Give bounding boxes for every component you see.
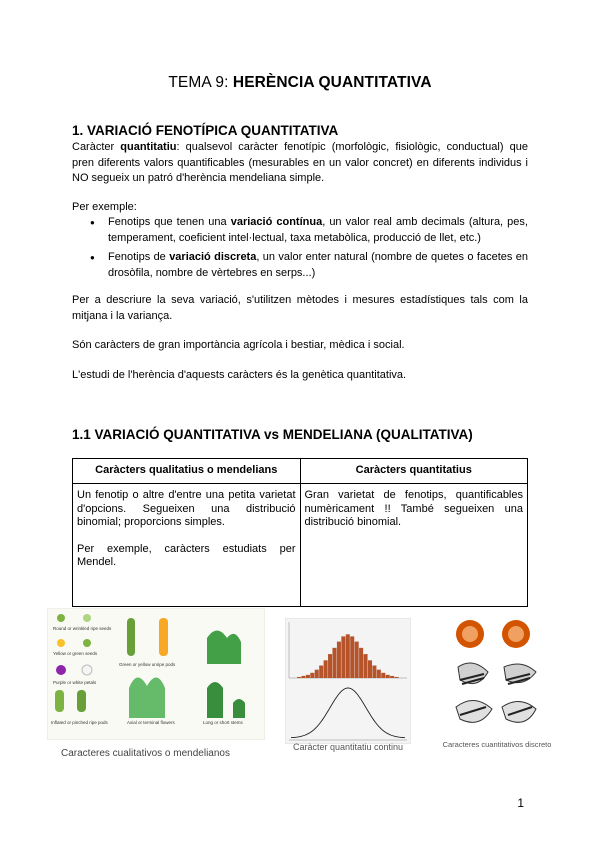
mendel-label: Long or short stems	[203, 720, 243, 725]
importance-paragraph: Són caràcters de gran importància agrícola i bestiar, mèdica i social.	[72, 339, 405, 351]
histogram-bar	[350, 636, 354, 678]
histogram-bar	[337, 642, 341, 678]
histogram-bar	[390, 676, 394, 678]
mendel-label: Axial or terminal flowers	[127, 720, 175, 725]
histogram-bar	[372, 666, 376, 678]
histogram-bar	[319, 666, 323, 678]
table-header-qualitative: Caràcters qualitatius o mendelians	[73, 459, 301, 484]
list-item: ● Fenotips de variació discreta, un valor enter natural (nombre de quetes o facetes en drosòfila, nombre de vèrtebres en serps...)	[72, 250, 528, 281]
histogram-bar	[395, 677, 399, 678]
table-header-row	[73, 459, 528, 484]
continuous-figure	[285, 618, 411, 744]
table-cell-qualitative: Un fenotip o altre d'entre una petita varietat d'opcions. Segueixen una distribució binomial; proporcions simples. Per exemple, caràcters estudiats per Mendel.	[73, 484, 301, 607]
discrete-figure	[448, 612, 546, 736]
histogram-bar	[386, 675, 390, 678]
list-item: ● Fenotips que tenen una variació contínua, un valor real amb decimals (altura, pes, temperament, coeficient intel·lectual, taxa metabòlica, producció de llet, etc.)	[72, 215, 528, 246]
definition-paragraph	[72, 140, 528, 187]
continuous-caption: Caràcter quantitatiu continu	[292, 742, 404, 752]
title-prefix: TEMA 9:	[168, 74, 233, 91]
histogram-bar	[381, 673, 385, 678]
histogram-chart	[285, 618, 411, 744]
histogram-bar	[355, 642, 359, 678]
page-title	[0, 74, 600, 92]
definition-post: : qualsevol caràcter fenotípic (morfològic, fisiològic, conductual) que pren diferents valors quantificables (mesurables en un valor concret) en diferents individus i NO segueix un patró d'herència mendeliana simple.	[72, 141, 528, 184]
mendel-label: Inflated or pinched ripe pods	[51, 720, 108, 725]
histogram-bar	[297, 677, 301, 678]
histogram-bar	[364, 654, 368, 678]
mendel-label: Yellow or green seeds	[53, 651, 98, 656]
example-intro: Per exemple:	[72, 201, 137, 213]
histogram-bar	[346, 634, 350, 678]
table-cell-quantitative: Gran varietat de fenotips, quantificables numèricament !! També segueixen una distribució binomial.	[300, 484, 528, 607]
comparison-table	[72, 458, 528, 607]
table-row	[73, 484, 528, 607]
section1-heading: 1. VARIACIÓ FENOTÍPICA QUANTITATIVA	[72, 123, 339, 138]
histogram-bar	[377, 670, 381, 678]
definition-term: quantitatiu	[120, 141, 177, 153]
histogram-bar	[332, 648, 336, 678]
section11-heading: 1.1 VARIACIÓ QUANTITATIVA vs MENDELIANA (QUALITATIVA)	[72, 427, 473, 442]
drosophila-illustration	[448, 612, 546, 736]
definition-pre: Caràcter	[72, 141, 121, 153]
histogram-bar	[328, 654, 332, 678]
mendel-caption: Caracteres cualitativos o mendelianos	[61, 748, 230, 759]
example-list	[72, 215, 528, 285]
histogram-bar	[310, 673, 314, 678]
table-header-quantitative: Caràcters quantitatius	[300, 459, 528, 484]
study-paragraph: L'estudi de l'herència d'aquests caràcters és la genètica quantitativa.	[72, 369, 407, 381]
mendel-traits-figure	[47, 608, 265, 740]
mendel-label: Round or wrinkled ripe seeds	[53, 626, 112, 631]
histogram-bar	[341, 636, 345, 678]
mendel-label: Purple or white petals	[53, 680, 97, 685]
discrete-caption: Caracteres cuantitativos discreto	[442, 740, 552, 749]
methods-paragraph: Per a descriure la seva variació, s'utilitzen mètodes i mesures estadístiques tals com la mitjana i la variança.	[72, 294, 528, 322]
histogram-bar	[368, 660, 372, 678]
histogram-bar	[324, 660, 328, 678]
page-number: 1	[517, 796, 524, 810]
title-main: HERÈNCIA QUANTITATIVA	[232, 74, 432, 91]
mendel-label: Green or yellow unripe pods	[119, 662, 176, 667]
histogram-bar	[315, 670, 319, 678]
histogram-bar	[301, 676, 305, 678]
histogram-bar	[359, 648, 363, 678]
mendel-traits-illustration	[47, 608, 265, 740]
histogram-bar	[306, 675, 310, 678]
